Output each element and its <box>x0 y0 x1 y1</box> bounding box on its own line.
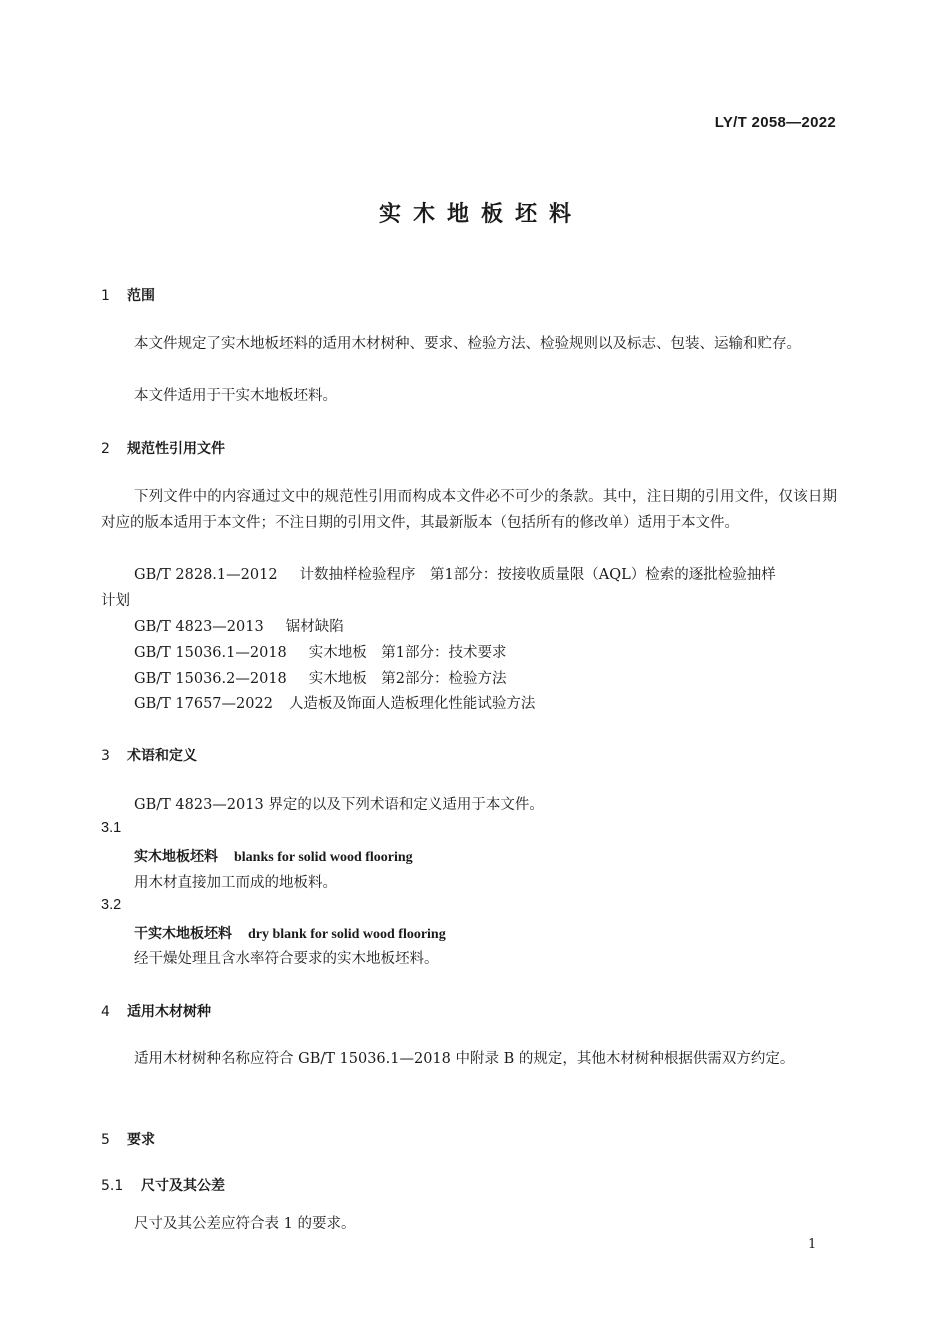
section-5-heading <box>101 1129 155 1149</box>
term-zh: 干实木地板坯料 <box>134 926 232 942</box>
section-4-paragraph: 适用木材树种名称应符合 GB/T 15036.1—2018 中附录 B 的规定，其他木材树种根据供需双方约定。 <box>134 1051 795 1067</box>
reference-item <box>134 667 507 688</box>
term-number: 3.1 <box>101 820 122 836</box>
section-1-paragraph-2: 本文件适用于干实木地板坯料。 <box>134 388 337 404</box>
reference-title: 计数抽样检验程序 第1部分：按接收质量限（AQL）检索的逐批检验抽样 <box>299 567 776 583</box>
reference-title: 实木地板 第1部分：技术要求 <box>308 645 507 661</box>
reference-item <box>134 641 507 662</box>
reference-code: GB/T 4823—2013 <box>134 619 264 635</box>
section-number: 1 <box>101 288 110 304</box>
term-definition: 用木材直接加工而成的地板料。 <box>134 875 337 891</box>
reference-item <box>134 563 776 584</box>
section-title: 适用木材树种 <box>127 1004 211 1020</box>
reference-title-continued: 计划 <box>101 593 130 609</box>
term-entry <box>134 846 413 866</box>
term-entry <box>134 923 446 943</box>
section-1-heading <box>101 285 155 305</box>
reference-code: GB/T 2828.1—2012 <box>134 567 278 583</box>
reference-item <box>134 692 535 713</box>
reference-title: 实木地板 第2部分：检验方法 <box>308 671 507 687</box>
section-title: 规范性引用文件 <box>127 441 225 457</box>
subsection-5-1-heading <box>101 1175 225 1195</box>
section-1-paragraph-1: 本文件规定了实木地板坯料的适用木材树种、要求、检验方法、检验规则以及标志、包装、运输和贮存。 <box>134 336 801 352</box>
section-number: 3 <box>101 748 110 764</box>
section-number: 4 <box>101 1004 110 1020</box>
reference-title: 人造板及饰面人造板理化性能试验方法 <box>288 696 536 712</box>
section-title: 范围 <box>127 288 155 304</box>
section-2-intro: 下列文件中的内容通过文中的规范性引用而构成本文件必不可少的条款。其中，注日期的引用文件，仅该日期对应的版本适用于本文件；不注日期的引用文件，其最新版本（包括所有的修改单）适用于本文件。 <box>101 489 837 531</box>
subsection-5-1-paragraph: 尺寸及其公差应符合表 1 的要求。 <box>134 1216 356 1232</box>
term-number: 3.2 <box>101 897 122 913</box>
section-number: 5 <box>101 1132 110 1148</box>
section-3-intro: GB/T 4823—2013 界定的以及下列术语和定义适用于本文件。 <box>134 797 544 813</box>
section-number: 2 <box>101 441 110 457</box>
reference-code: GB/T 15036.2—2018 <box>134 671 287 687</box>
subsection-number: 5.1 <box>101 1178 124 1194</box>
document-title: 实木地板坯料 <box>378 202 583 227</box>
section-title: 术语和定义 <box>127 748 197 764</box>
section-4-heading <box>101 1001 211 1021</box>
reference-item <box>134 615 344 636</box>
reference-title: 锯材缺陷 <box>285 619 344 635</box>
section-3-heading <box>101 745 197 765</box>
subsection-title: 尺寸及其公差 <box>141 1178 225 1194</box>
standard-code: LY/T 2058—2022 <box>714 114 836 131</box>
reference-code: GB/T 17657—2022 <box>134 696 273 712</box>
term-en: dry blank for solid wood flooring <box>248 927 446 942</box>
reference-code: GB/T 15036.1—2018 <box>134 645 287 661</box>
term-zh: 实木地板坯料 <box>134 849 218 865</box>
term-definition: 经干燥处理且含水率符合要求的实木地板坯料。 <box>134 951 439 967</box>
term-en: blanks for solid wood flooring <box>234 850 413 865</box>
section-title: 要求 <box>127 1132 155 1148</box>
section-2-heading <box>101 438 225 458</box>
page-number: 1 <box>808 1237 817 1252</box>
